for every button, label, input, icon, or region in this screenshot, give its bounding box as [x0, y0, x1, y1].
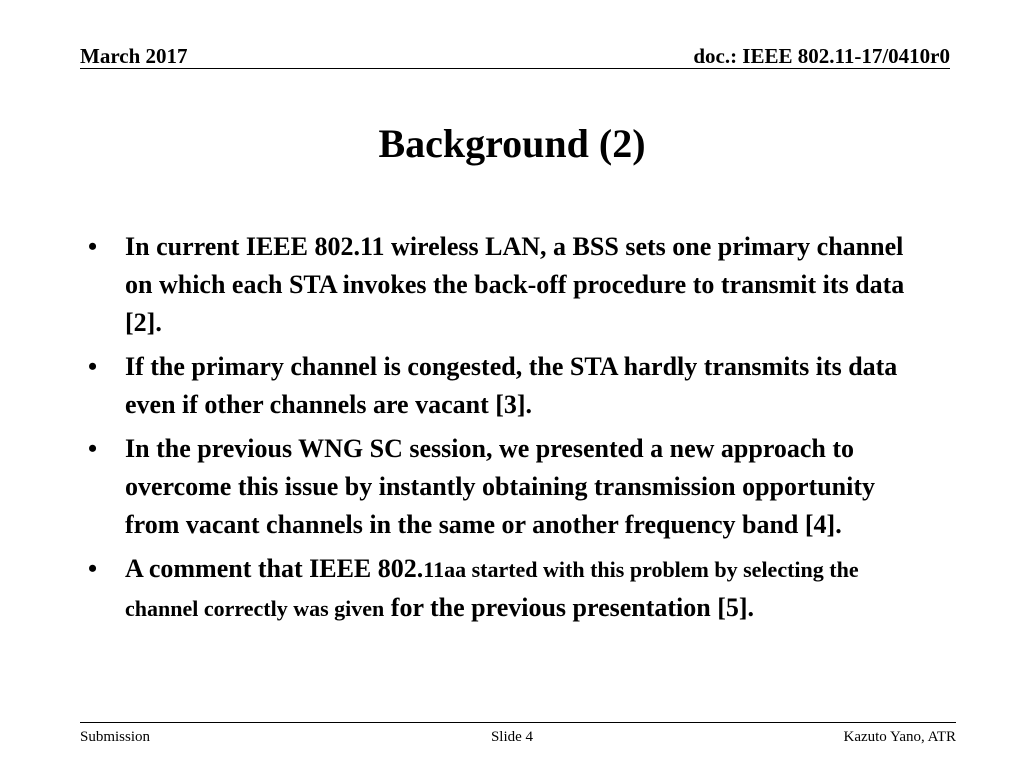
- footer-divider: [80, 722, 956, 723]
- footer-author: Kazuto Yano, ATR: [843, 729, 956, 745]
- bullet-item: [88, 430, 928, 544]
- bullet-list: [88, 228, 928, 634]
- header-date: March 2017: [80, 44, 188, 68]
- bullet-text-part2: 11aa started with this problem by selecting the channel correctly was given: [125, 557, 859, 621]
- bullet-item: [88, 228, 928, 342]
- slide-title: Background (2): [378, 121, 646, 166]
- bullet-text: In current IEEE 802.11 wireless LAN, a BSS sets one primary channel on which each STA invokes the back-off procedure to transmit its data [2].: [125, 232, 905, 337]
- bullet-icon: •: [88, 232, 98, 261]
- footer-slide-number: Slide 4: [490, 729, 534, 745]
- footer-submission: Submission: [80, 729, 151, 745]
- header-doc-id: doc.: IEEE 802.11-17/0410r0: [693, 44, 950, 68]
- bullet-icon: •: [88, 352, 98, 381]
- bullet-icon: •: [88, 554, 98, 583]
- bullet-icon: •: [88, 434, 98, 463]
- header-divider: [80, 68, 950, 69]
- bullet-item: [88, 550, 928, 628]
- bullet-text-part3: for the previous presentation [5].: [384, 593, 755, 622]
- bullet-text-part1: A comment that IEEE 802.: [125, 554, 424, 583]
- bullet-text: If the primary channel is congested, the STA hardly transmits its data even if other channels are vacant [3].: [125, 352, 898, 419]
- bullet-text: In the previous WNG SC session, we presented a new approach to overcome this issue by instantly obtaining transmission opportunity from vacant channels in the same or another frequency band [4].: [125, 434, 876, 539]
- bullet-item: [88, 348, 928, 424]
